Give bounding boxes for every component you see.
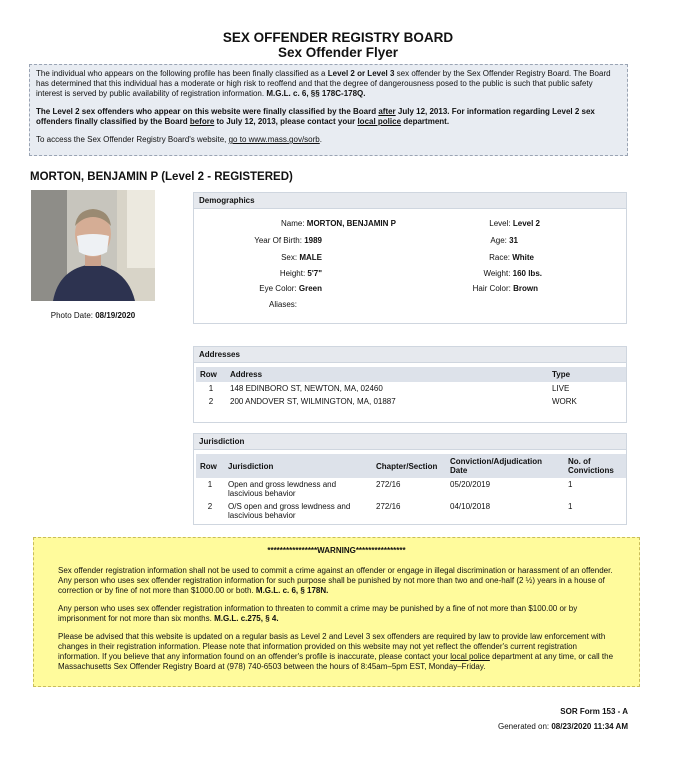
demographics-heading: Demographics [194,193,626,209]
demo-name: Name: MORTON, BENJAMIN P [281,219,396,228]
offender-heading: MORTON, BENJAMIN P (Level 2 - REGISTERED) [30,171,293,183]
demo-weight: Weight: 160 lbs. [483,269,542,278]
jurisdiction-table [196,454,626,522]
col-convictions: No. of Convictions [564,454,626,478]
addresses-panel [193,346,627,423]
intro-notice [29,64,628,156]
table-row: 2 O/S open and gross lewdness and lascivious behavior 272/16 04/10/2018 1 [207,502,573,520]
col-jurisdiction: Jurisdiction [224,454,372,478]
table-row: 1 Open and gross lewdness and lascivious behavior 272/16 05/20/2019 1 [207,480,573,498]
demo-year-of-birth: Year Of Birth: 1989 [254,236,322,245]
addresses-header-row [196,367,626,382]
warning-paragraph-2: Any person who uses sex offender registration information to threaten to commit a crime may be punished by a fine of not more than $100.00 or by imprisonment for not more than six months. M.G.L. c.275, § 4. [58,604,578,623]
jurisdiction-header-row [196,454,626,478]
col-row: Row [196,454,224,478]
jurisdiction-heading: Jurisdiction [194,434,626,450]
document-title: SEX OFFENDER REGISTRY BOARD [222,30,454,45]
demo-age: Age: 31 [490,236,518,245]
addresses-table [196,367,626,408]
offender-photo [31,190,155,301]
photo-date: Photo Date: 08/19/2020 [50,311,136,320]
demo-sex: Sex: MALE [281,253,322,262]
local-police-link[interactable]: local police [450,652,490,661]
col-chapter: Chapter/Section [372,454,446,478]
table-row: 1 148 EDINBORO ST, NEWTON, MA, 02460 LIVE [208,384,570,393]
photo-image [31,190,155,301]
demo-eye-color: Eye Color: Green [259,284,322,293]
warning-box [33,537,640,687]
local-police-link[interactable]: local police [357,117,402,126]
intro-paragraph-3: To access the Sex Offender Registry Board's website, go to www.mass.gov/sorb. [36,135,322,144]
col-address: Address [226,367,548,382]
demo-hair-color: Hair Color: Brown [472,284,538,293]
document-subtitle: Sex Offender Flyer [277,45,399,60]
demo-race: Race: White [489,253,534,262]
warning-paragraph-3: Please be advised that this website is updated on a regular basis as Level 2 and Level 3 sex offenders are required by law to provide law enforcement with changes in their registration information. Please note that information provided on this website may not yet reflect the offender's current registration information. If you believe that any information found on an offender's profile is inaccurate, please contact your local police department at any time, or call the Massachusetts Sex Offender Registry Board at (978) 740-6503 between the hours of 8:45am–5pm EST, Monday–Friday. [58,632,614,671]
intro-paragraph-1: The individual who appears on the following profile has been finally classified as a Level 2 or Level 3 sex offender by the Sex Offender Registry Board. The Board has determined that this individual has a moderate or high risk to reoffend and that the degree of dangerousness posed to the public is such that public safety interest is served by public availability of registration information. M.G.L. c. 6, §§ 178C-178Q. [36,69,611,98]
col-date: Conviction/Adjudication Date [446,454,564,478]
warning-title: ****************WARNING**************** [267,546,406,555]
warning-paragraph-1: Sex offender registration information shall not be used to commit a crime against an offender or engage in illegal discrimination or harassment of an offender. Any person who uses sex offender registration information for such purpose shall be punished by not more than two and one-half (2 ½) years in a house of correction or by fine of not more than $1000.00 or both. M.G.L. c. 6, § 178N. [58,566,613,595]
table-row: 2 200 ANDOVER ST, WILMINGTON, MA, 01887 WORK [208,397,577,406]
jurisdiction-panel [193,433,627,525]
addresses-heading: Addresses [194,347,626,363]
demo-height: Height: 5'7" [279,269,322,278]
generated-on: Generated on: 08/23/2020 11:34 AM [497,722,628,731]
demo-level: Level: Level 2 [489,219,540,228]
demo-aliases: Aliases: [268,300,297,309]
col-type: Type [548,367,626,382]
intro-paragraph-2: The Level 2 sex offenders who appear on this website were finally classified by the Board after July 12, 2013. For information regarding Level 2 sex offenders finally classified by the Board before to July 12, 2013, please contact your local police department. [36,107,595,126]
sorb-website-link[interactable]: go to www.mass.gov/sorb [228,135,320,144]
demographics-panel [193,192,627,324]
form-number: SOR Form 153 - A [560,707,628,716]
col-row: Row [196,367,226,382]
